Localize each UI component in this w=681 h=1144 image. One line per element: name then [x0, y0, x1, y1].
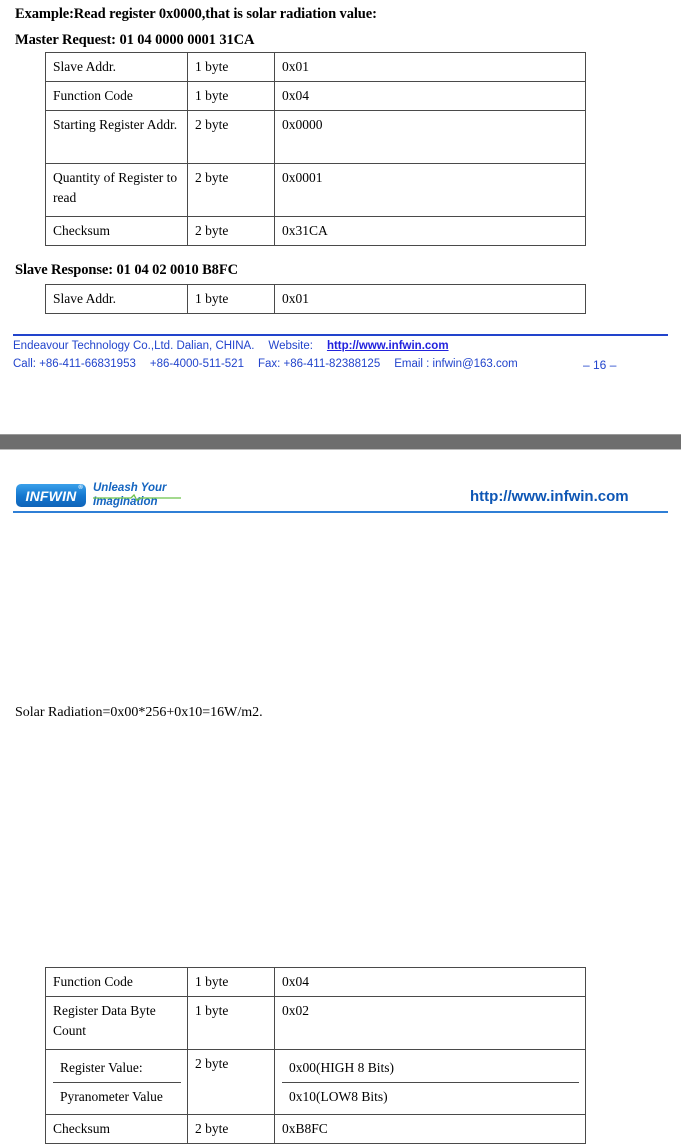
- cell-size: 2 byte: [188, 217, 275, 246]
- page-separator-band: [0, 434, 681, 450]
- table-row: [46, 53, 586, 82]
- header-divider: [13, 511, 668, 513]
- cell-value: 0x01: [275, 53, 586, 82]
- cell-value: 0x0001: [275, 164, 586, 217]
- tagline-line-2: Imagination: [93, 495, 158, 508]
- footer-fax: Fax: +86-411-82388125: [257, 358, 381, 370]
- table-row: [46, 968, 586, 997]
- cell-field: Slave Addr.: [46, 285, 188, 314]
- footer-call: Call: +86-411-66831953: [13, 358, 136, 370]
- cell-value-low-byte: 0x10(LOW8 Bits): [289, 1088, 388, 1104]
- cell-value: 0x0000: [275, 111, 586, 164]
- cell-size: 1 byte: [188, 53, 275, 82]
- table-row: [46, 997, 586, 1050]
- cell-field: Checksum: [46, 1115, 188, 1144]
- slave-response-table-part1: [45, 284, 586, 314]
- page-number: – 16 –: [583, 358, 617, 372]
- cell-field: Register Data Byte Count: [46, 997, 188, 1050]
- solar-radiation-formula: Solar Radiation=0x00*256+0x10=16W/m2.: [15, 705, 263, 720]
- footer-website-label: Website:: [268, 340, 313, 352]
- footer-website-link[interactable]: http://www.infwin.com: [326, 340, 449, 352]
- cell-size: 1 byte: [188, 82, 275, 111]
- slave-response-table-part2: [45, 967, 586, 1144]
- ecg-pulse-icon: [93, 494, 181, 501]
- footer-company-line: [13, 340, 449, 352]
- cell-size: 2 byte: [188, 1115, 275, 1144]
- table-row: [46, 111, 586, 164]
- cell-field: Slave Addr.: [46, 53, 188, 82]
- table-row: [46, 164, 586, 217]
- brand-header: [16, 482, 167, 509]
- infwin-logo: [16, 484, 86, 507]
- cell-size: 2 byte: [188, 1050, 275, 1115]
- cell-size: 1 byte: [188, 997, 275, 1050]
- subrow-low: [53, 1082, 181, 1110]
- tagline-line-1: Unleash Your: [93, 482, 167, 494]
- brand-tagline: [93, 482, 167, 509]
- footer-phone-2: +86-4000-511-521: [149, 358, 244, 370]
- footer-divider: [13, 334, 668, 336]
- table-row: [46, 285, 586, 314]
- cell-value-split: [275, 1050, 586, 1115]
- logo-wordmark: INFWIN: [25, 487, 77, 504]
- table-row: [46, 82, 586, 111]
- footer-email: Email : infwin@163.com: [394, 358, 518, 370]
- cell-field: Checksum: [46, 217, 188, 246]
- heading-master-request: Master Request: 01 04 0000 0001 31CA: [15, 32, 255, 48]
- cell-size: 1 byte: [188, 285, 275, 314]
- cell-value: 0xB8FC: [275, 1115, 586, 1144]
- registered-trademark-icon: ®: [78, 485, 83, 492]
- cell-size: 1 byte: [188, 968, 275, 997]
- heading-slave-response: Slave Response: 01 04 02 0010 B8FC: [15, 262, 238, 278]
- cell-value: 0x04: [275, 82, 586, 111]
- cell-size: 2 byte: [188, 111, 275, 164]
- cell-value: 0x02: [275, 997, 586, 1050]
- subrow-high: [282, 1054, 579, 1082]
- cell-value: 0x31CA: [275, 217, 586, 246]
- page-title-example: Example:Read register 0x0000,that is solar radiation value:: [15, 6, 377, 22]
- cell-value-high-byte: 0x00(HIGH 8 Bits): [282, 1054, 579, 1082]
- cell-field-line-1: Register Value:: [53, 1054, 181, 1082]
- cell-size: 2 byte: [188, 164, 275, 217]
- footer-contact-line: [13, 358, 532, 370]
- cell-field: Quantity of Register to read: [46, 164, 188, 217]
- cell-field-line-2: Pyranometer Value: [60, 1088, 163, 1104]
- footer-company: Endeavour Technology Co.,Ltd. Dalian, CHINA.: [13, 340, 255, 352]
- page-two: [0, 450, 681, 1137]
- master-request-table: [45, 52, 586, 246]
- field-subtable: [53, 1054, 181, 1110]
- cell-value: 0x04: [275, 968, 586, 997]
- page-one: [0, 0, 681, 434]
- table-row: [46, 217, 586, 246]
- table-row-register-value: [46, 1050, 586, 1115]
- cell-field: Function Code: [46, 968, 188, 997]
- cell-field: Starting Register Addr.: [46, 111, 188, 164]
- table-row: [46, 1115, 586, 1144]
- header-website-url[interactable]: http://www.infwin.com: [470, 488, 629, 505]
- cell-value: 0x01: [275, 285, 586, 314]
- subrow-high: [53, 1054, 181, 1082]
- cell-field-split: [46, 1050, 188, 1115]
- cell-field: Function Code: [46, 82, 188, 111]
- subrow-low: [282, 1082, 579, 1110]
- value-subtable: [282, 1054, 579, 1110]
